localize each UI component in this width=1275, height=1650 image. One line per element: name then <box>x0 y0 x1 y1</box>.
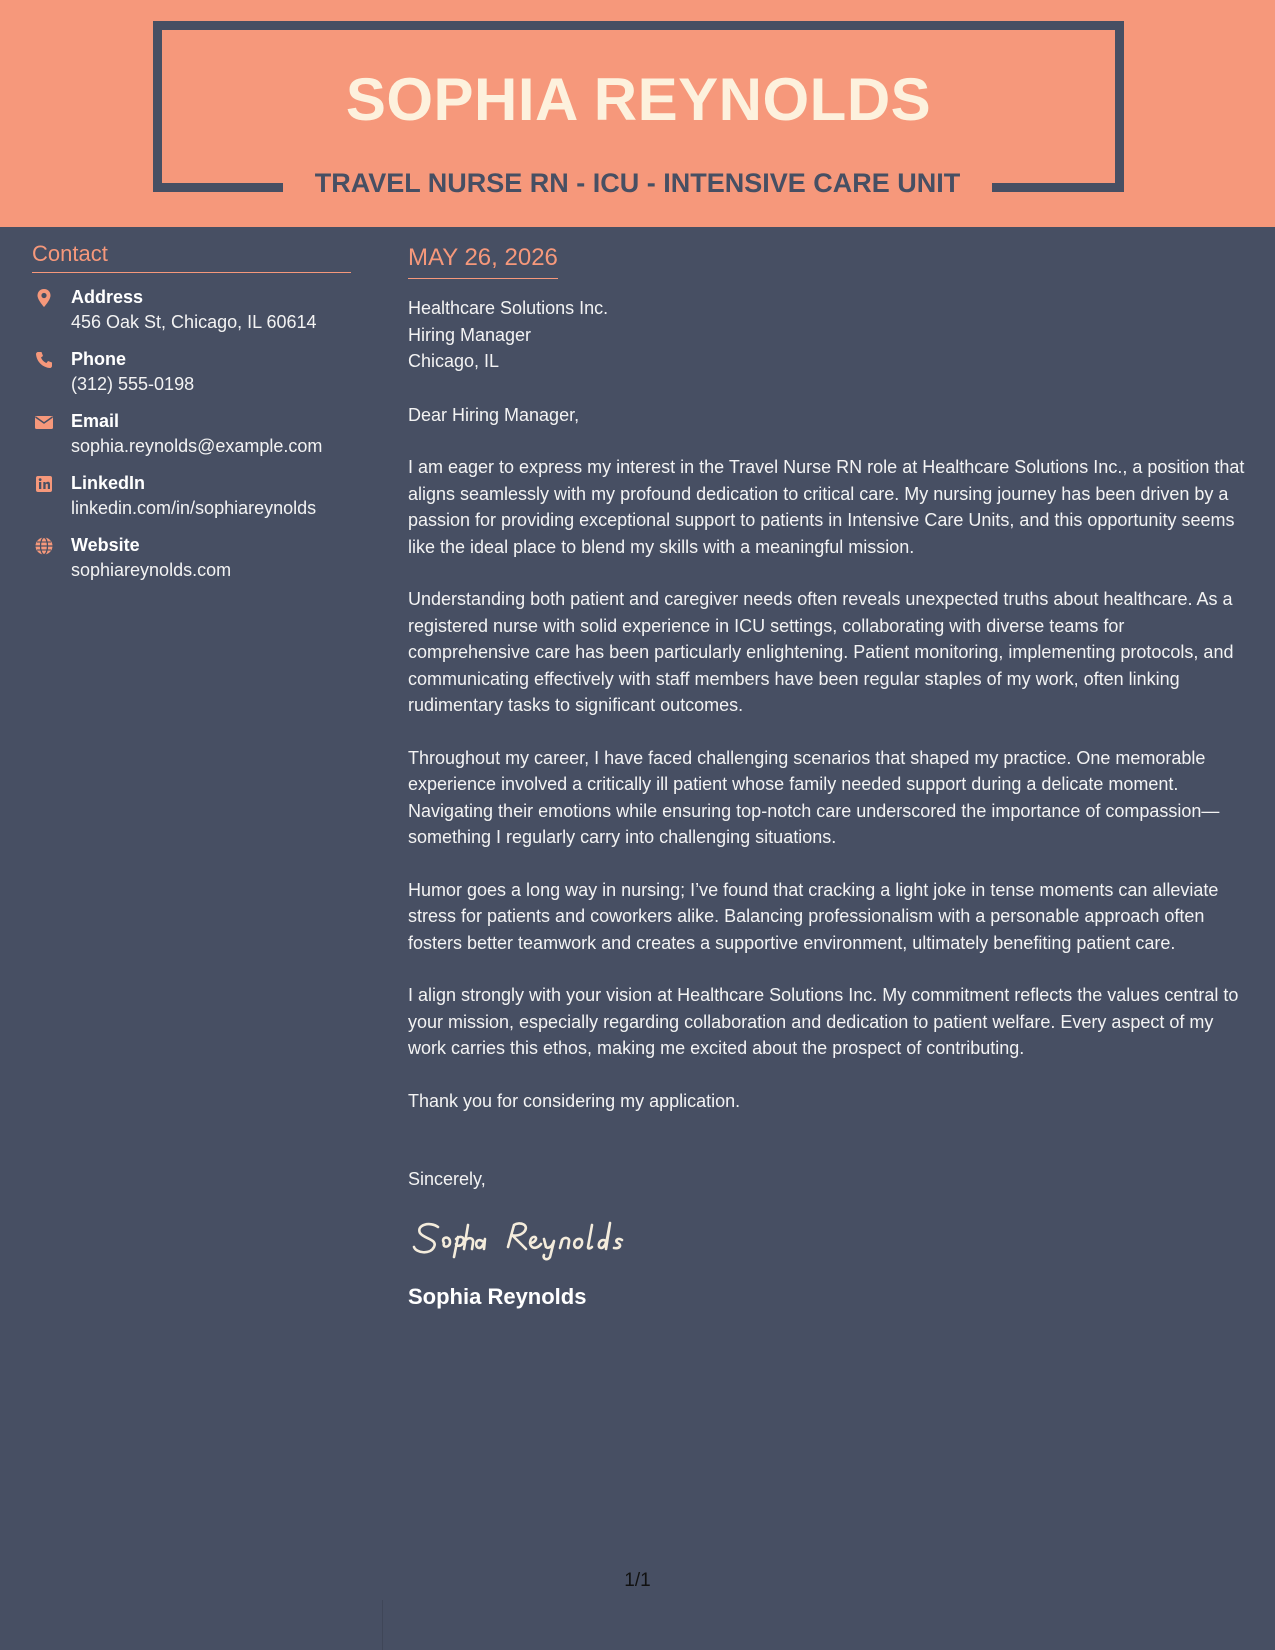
applicant-name: SOPHIA REYNOLDS <box>345 66 932 133</box>
contact-sidebar <box>32 240 351 583</box>
recipient-block <box>408 295 1250 375</box>
header-banner <box>0 0 1275 227</box>
envelope-icon <box>34 412 54 432</box>
website-value: sophiareynolds.com <box>71 560 232 580</box>
header-frame-bottom-left <box>153 183 283 192</box>
phone-label: Phone <box>71 349 127 369</box>
job-title: TRAVEL NURSE RN - ICU - INTENSIVE CARE UNIT <box>314 168 961 198</box>
contact-phone <box>32 347 351 397</box>
paragraph-1: I am eager to express my interest in the Travel Nurse RN role at Healthcare Solutions Inc., a position that aligns seamlessly with my profound dedication to critical care. My nursing journey has been driven by a passion for providing exceptional support to patients in Intensive Care Units, and this opportunity seems like the ideal place to blend my skills with a meaningful mission. <box>408 457 1245 557</box>
address-label: Address <box>71 287 144 307</box>
recipient-role: Hiring Manager <box>408 324 532 345</box>
salutation: Dear Hiring Manager, <box>408 404 580 425</box>
paragraph-2: Understanding both patient and caregiver needs often reveals unexpected truths about healthcare. As a registered nurse with solid experience in ICU settings, collaborating with diverse teams for comprehensive care has been particularly enlightening. Patient monitoring, implementing protocols, and communicating effectively with staff members have been regular staples of my work, often linking rudimentary tasks to significant outcomes. <box>408 589 1234 715</box>
closing: Sincerely, <box>408 1169 486 1189</box>
paragraph-6: Thank you for considering my application. <box>408 1090 741 1111</box>
phone-value: (312) 555-0198 <box>71 374 195 394</box>
contact-linkedin <box>32 471 351 521</box>
email-label: Email <box>71 411 120 431</box>
page-number: 1/1 <box>624 1570 651 1591</box>
header-frame-bottom-right <box>992 183 1124 192</box>
letter-body <box>408 242 1250 1312</box>
paragraph-5: I align strongly with your vision at Healthcare Solutions Inc. My commitment reflects the values central to your mission, especially regarding collaboration and dedication to patient welfare. Every aspect of my work carries this ethos, making me excited about the prospect of contributing. <box>408 985 1239 1058</box>
linkedin-label: LinkedIn <box>71 473 146 493</box>
recipient-location: Chicago, IL <box>408 351 500 371</box>
page-divider <box>382 1600 383 1650</box>
contact-email <box>32 409 351 459</box>
linkedin-icon <box>34 474 54 494</box>
letter-date: MAY 26, 2026 <box>408 242 558 279</box>
globe-icon <box>34 536 54 556</box>
address-value: 456 Oak St, Chicago, IL 60614 <box>71 312 317 332</box>
map-pin-icon <box>34 288 54 308</box>
linkedin-value: linkedin.com/in/sophiareynolds <box>71 498 317 518</box>
contact-address <box>32 285 351 335</box>
recipient-company: Healthcare Solutions Inc. <box>408 298 609 318</box>
email-value: sophia.reynolds@example.com <box>71 436 323 456</box>
website-label: Website <box>71 535 140 555</box>
handwritten-signature <box>408 1211 1250 1263</box>
contact-heading: Contact <box>32 240 351 273</box>
paragraph-3: Throughout my career, I have faced challenging scenarios that shaped my practice. One memorable experience involved a critically ill patient whose family needed support during a delicate moment. Navigating their emotions while ensuring top-notch care underscored the importance of compassion—something I regularly carry into challenging situations. <box>408 747 1220 847</box>
signer-name: Sophia Reynolds <box>408 1283 587 1309</box>
paragraph-4: Humor goes a long way in nursing; I’ve found that cracking a light joke in tense moments can alleviate stress for patients and coworkers alike. Balancing professionalism with a personable approach often fosters better teamwork and creates a supportive environment, ultimately benefiting patient care. <box>408 879 1219 953</box>
signature-scribble <box>408 1211 668 1263</box>
contact-website <box>32 533 351 583</box>
phone-icon <box>34 350 54 370</box>
